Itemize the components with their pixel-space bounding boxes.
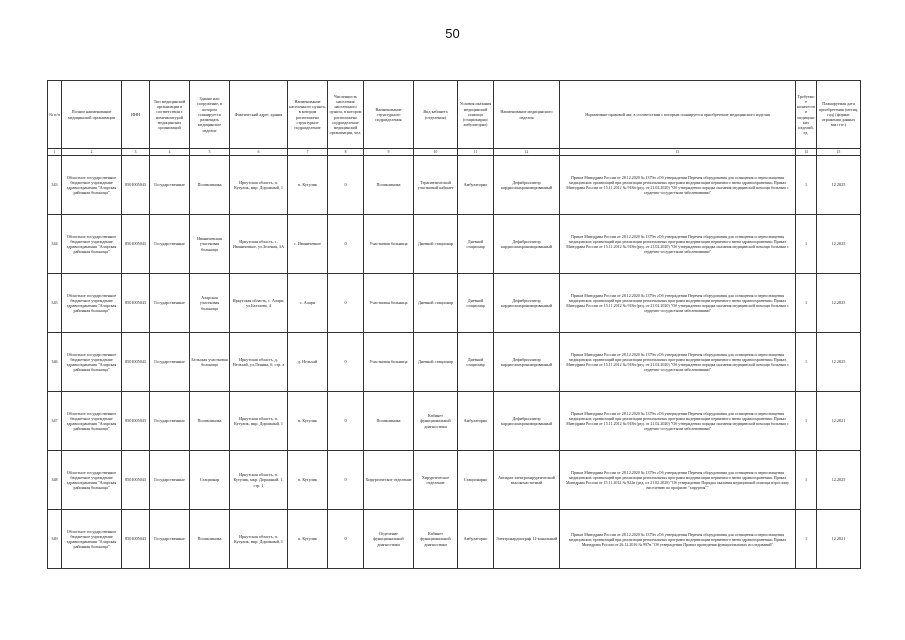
- cell-device: Дефибриллятор кардиосинхронизированный: [494, 156, 560, 215]
- cell-population: 0: [328, 274, 364, 333]
- table-row: [48, 156, 861, 215]
- cell-cabinet: Дневной стационар: [414, 274, 458, 333]
- col-header-org-type: Тип медицинской организации в соответствии с номенклатурой медицинских организаций: [150, 81, 190, 149]
- table-row: [48, 215, 861, 274]
- table-row: [48, 333, 861, 392]
- header-row: [48, 81, 861, 149]
- cell-address: Иркутская область, п. Кутулик, мкр. Дорожный, 1: [230, 392, 288, 451]
- cell-device: Аппарат электрохирургический высокочастотный: [494, 451, 560, 510]
- cell-cabinet: Хирургическое отделение: [414, 451, 458, 510]
- cell-date: 12.2025: [817, 156, 861, 215]
- cell-building: Иваничевская участковая больница: [190, 215, 230, 274]
- cell-conditions: Амбулаторно: [458, 510, 494, 569]
- col-header-building: Здание или сооружение, в котором планируется размещать медицинское изделие: [190, 81, 230, 149]
- col-header-address: Фактический адрес здания: [230, 81, 288, 149]
- cell-locality: п. Кутулик: [288, 156, 328, 215]
- cell-legal-act: Приказ Минздрава России от 28.12.2020 № 1379н «Об утверждении Перечня оборудования для оснащения и переоснащения медицинских организаций при реализации региональных программ модернизации первичного звена здравоохранения» Приказ Минздрава России от 15.11.2012 № 918н (ред. от 21.02.2020) "Об утверждении порядка оказания медицинской помощи больным с сердечно-сосудистыми заболеваниями": [560, 156, 796, 215]
- cell-population: 0: [328, 451, 364, 510]
- cell-organization: Областное государственное бюджетное учреждение здравоохранения "Аларская районная больница": [62, 215, 122, 274]
- cell-inn: 8501005043: [122, 510, 150, 569]
- cell-building: Поликлиника: [190, 156, 230, 215]
- cell-building: Аларская участковая больница: [190, 274, 230, 333]
- cell-cabinet: Дневной стационар: [414, 333, 458, 392]
- col-header-number: № п/п: [48, 81, 62, 149]
- table-row: [48, 510, 861, 569]
- cell-cabinet: Терапевтический участковый кабинет: [414, 156, 458, 215]
- col-header-inn: ИНН: [122, 81, 150, 149]
- cell-quantity: 1: [796, 215, 817, 274]
- table-row: [48, 451, 861, 510]
- cell-locality: с. Алари: [288, 274, 328, 333]
- cell-subdivision: Хирургическое отделение: [364, 451, 414, 510]
- cell-date: 12.2025: [817, 274, 861, 333]
- cell-quantity: 1: [796, 333, 817, 392]
- cell-number: 346: [48, 333, 62, 392]
- cell-legal-act: Приказ Минздрава России от 28.12.2020 № 1379н «Об утверждении Перечня оборудования для оснащения и переоснащения медицинских организаций при реализации региональных программ модернизации первичного звена здравоохранения» Приказ Минздрава России от 15.11.2012 № 918н (ред. от 21.02.2020) "Об утверждении порядка оказания медицинской помощи больным с сердечно-сосудистыми заболеваниями": [560, 333, 796, 392]
- col-number: 7: [288, 149, 328, 156]
- cell-device: Дефибриллятор кардиосинхронизированный: [494, 215, 560, 274]
- equipment-register-table: [47, 80, 861, 569]
- cell-inn: 8501005043: [122, 451, 150, 510]
- cell-conditions: Дневной стационар: [458, 333, 494, 392]
- cell-population: 0: [328, 215, 364, 274]
- cell-subdivision: Поликлиника: [364, 156, 414, 215]
- cell-address: Иркутская область, с. Иваничевкое, ул.Зеленая, 3А: [230, 215, 288, 274]
- cell-organization: Областное государственное бюджетное учреждение здравоохранения "Аларская районная больница": [62, 451, 122, 510]
- cell-locality: п. Кутулик: [288, 510, 328, 569]
- cell-conditions: Амбулаторно: [458, 156, 494, 215]
- cell-org-type: Государственные: [150, 156, 190, 215]
- cell-quantity: 1: [796, 156, 817, 215]
- col-number: 6: [230, 149, 288, 156]
- cell-quantity: 1: [796, 392, 817, 451]
- cell-org-type: Государственные: [150, 510, 190, 569]
- cell-address: Иркутская область, с. Алари, ул.Бахтаева, 4: [230, 274, 288, 333]
- cell-number: 348: [48, 451, 62, 510]
- cell-locality: п. Кутулик: [288, 392, 328, 451]
- col-header-population: Численность населения населенного пункта, в котором расположено подразделение медицинской организации, чел.: [328, 81, 364, 149]
- cell-org-type: Государственные: [150, 392, 190, 451]
- col-header-cabinet: Вид кабинета (отделения): [414, 81, 458, 149]
- page-number: 50: [445, 26, 460, 41]
- col-number: 2: [62, 149, 122, 156]
- cell-quantity: 1: [796, 451, 817, 510]
- cell-population: 0: [328, 510, 364, 569]
- cell-inn: 8501005043: [122, 274, 150, 333]
- cell-inn: 8501005043: [122, 392, 150, 451]
- cell-building: Бельская участковая больница: [190, 333, 230, 392]
- cell-quantity: 1: [796, 274, 817, 333]
- cell-date: 12.2025: [817, 451, 861, 510]
- cell-building: Поликлиника: [190, 392, 230, 451]
- cell-legal-act: Приказ Минздрава России от 28.12.2020 № 1379н «Об утверждении Перечня оборудования для оснащения и переоснащения медицинских организаций при реализации региональных программ модернизации первичного звена здравоохранения» Приказ Минздрава России от 15.11.2012 № 918н (ред. от 21.02.2020) "Об утверждении порядка оказания медицинской помощи больным с сердечно-сосудистыми заболеваниями": [560, 274, 796, 333]
- cell-legal-act: Приказ Минздрава России от 28.12.2020 № 1379н «Об утверждении Перечня оборудования для оснащения и переоснащения медицинских организаций при реализации региональных программ модернизации первичного звена здравоохранения» Приказ Минздрава России от 15.11.2012 № 918н (ред. от 21.02.2020) "Об утверждении порядка оказания медицинской помощи больным с сердечно-сосудистыми заболеваниями": [560, 215, 796, 274]
- cell-subdivision: Участковая больница: [364, 274, 414, 333]
- cell-address: Иркутская область, п. Кутулик, мкр. Дорожный, 1: [230, 156, 288, 215]
- col-header-device: Наименование медицинского изделия: [494, 81, 560, 149]
- cell-date: 12.2025: [817, 215, 861, 274]
- col-number: 11: [458, 149, 494, 156]
- column-number-row: [48, 149, 861, 156]
- col-number: 5: [190, 149, 230, 156]
- cell-building: Стационар: [190, 451, 230, 510]
- col-header-quantity: Требуемое количество медицинских изделий, ед.: [796, 81, 817, 149]
- cell-address: Иркутская область, п. Кутулик, мкр. Дорожный, 1: [230, 510, 288, 569]
- col-header-locality: Наименование населенного пункта, в котором расположено структурное подразделение: [288, 81, 328, 149]
- cell-organization: Областное государственное бюджетное учреждение здравоохранения "Аларская районная больница": [62, 510, 122, 569]
- cell-number: 349: [48, 510, 62, 569]
- cell-population: 0: [328, 156, 364, 215]
- cell-device: Дефибриллятор кардиосинхронизированный: [494, 333, 560, 392]
- cell-org-type: Государственные: [150, 215, 190, 274]
- cell-org-type: Государственные: [150, 333, 190, 392]
- cell-cabinet: Кабинет функциональной диагностики: [414, 392, 458, 451]
- cell-inn: 8501005043: [122, 156, 150, 215]
- cell-population: 0: [328, 333, 364, 392]
- cell-subdivision: Поликлиника: [364, 392, 414, 451]
- col-number: 14: [796, 149, 817, 156]
- cell-legal-act: Приказ Минздрава России от 28.12.2020 № 1379н «Об утверждении Перечня оборудования для оснащения и переоснащения медицинских организаций при реализации региональных программ модернизации первичного звена здравоохранения» Приказ Минздрава России от 15.11.2012 № 922н (ред. от 21.02.2020) "Об утверждении Порядка оказания медицинской помощи взрослому населению по профилю "хирургия"": [560, 451, 796, 510]
- cell-conditions: Стационарно: [458, 451, 494, 510]
- cell-conditions: Дневной стационар: [458, 215, 494, 274]
- cell-organization: Областное государственное бюджетное учреждение здравоохранения "Аларская районная больница": [62, 156, 122, 215]
- cell-date: 12.2021: [817, 392, 861, 451]
- col-number: 3: [122, 149, 150, 156]
- col-number: 12: [494, 149, 560, 156]
- table-row: [48, 392, 861, 451]
- cell-number: 343: [48, 156, 62, 215]
- cell-legal-act: Приказ Минздрава России от 28.12.2020 № 1379н «Об утверждении Перечня оборудования для оснащения и переоснащения медицинских организаций при реализации региональных программ модернизации первичного звена здравоохранения» Приказ Минздрава России от 26.12.2016 № 997н "Об утверждении Правил проведения функциональных исследований": [560, 510, 796, 569]
- cell-conditions: Амбулаторно: [458, 392, 494, 451]
- cell-legal-act: Приказ Минздрава России от 28.12.2020 № 1379н «Об утверждении Перечня оборудования для оснащения и переоснащения медицинских организаций при реализации региональных программ модернизации первичного звена здравоохранения» Приказ Минздрава России от 15.11.2012 № 918н (ред. от 21.02.2020) "Об утверждении порядка оказания медицинской помощи больным с сердечно-сосудистыми заболеваниями": [560, 392, 796, 451]
- cell-locality: п. Кутулик: [288, 451, 328, 510]
- cell-locality: с. Иваничевкое: [288, 215, 328, 274]
- cell-cabinet: Кабинет функциональной диагностики: [414, 510, 458, 569]
- col-number: 1: [48, 149, 62, 156]
- cell-date: 12.2021: [817, 510, 861, 569]
- cell-building: Поликлиника: [190, 510, 230, 569]
- cell-subdivision: Участковая больница: [364, 215, 414, 274]
- col-header-date: Планируемая дата приобретения (месяц, год) (формат отражения данных мм.гггг.): [817, 81, 861, 149]
- cell-address: Иркутская область, д. Нельхай, ул.Ленина, 6, стр. а: [230, 333, 288, 392]
- cell-organization: Областное государственное бюджетное учреждение здравоохранения "Аларская районная больница": [62, 274, 122, 333]
- col-number: 9: [364, 149, 414, 156]
- cell-organization: Областное государственное бюджетное учреждение здравоохранения "Аларская районная больница": [62, 392, 122, 451]
- cell-inn: 8501005043: [122, 215, 150, 274]
- cell-conditions: Дневной стационар: [458, 274, 494, 333]
- cell-org-type: Государственные: [150, 274, 190, 333]
- col-header-conditions: Условия оказания медицинской помощи (стационарно/амбулаторно): [458, 81, 494, 149]
- cell-cabinet: Дневной стационар: [414, 215, 458, 274]
- col-number: 8: [328, 149, 364, 156]
- cell-locality: д. Нельхай: [288, 333, 328, 392]
- col-header-subdivision: Наименование структурного подразделения: [364, 81, 414, 149]
- cell-number: 345: [48, 274, 62, 333]
- cell-subdivision: Отделение функциональной диагностики: [364, 510, 414, 569]
- cell-device: Дефибриллятор кардиосинхронизированный: [494, 392, 560, 451]
- cell-device: Электрокардиограф 12-канальный: [494, 510, 560, 569]
- cell-number: 347: [48, 392, 62, 451]
- cell-population: 0: [328, 392, 364, 451]
- cell-organization: Областное государственное бюджетное учреждение здравоохранения "Аларская районная больница": [62, 333, 122, 392]
- cell-inn: 8501005043: [122, 333, 150, 392]
- col-number: 15: [817, 149, 861, 156]
- col-number: 4: [150, 149, 190, 156]
- col-number: 10: [414, 149, 458, 156]
- table-row: [48, 274, 861, 333]
- cell-org-type: Государственные: [150, 451, 190, 510]
- cell-subdivision: Участковая больница: [364, 333, 414, 392]
- cell-quantity: 1: [796, 510, 817, 569]
- col-header-organization: Полное наименование медицинской организации: [62, 81, 122, 149]
- col-header-legal-act: Нормативно-правовой акт, в соответствии с которым планируется приобретение медицинского изделия: [560, 81, 796, 149]
- cell-number: 344: [48, 215, 62, 274]
- col-number: 13: [560, 149, 796, 156]
- cell-address: Иркутская область, п. Кутулик, мкр. Дорожный, 1, стр. 1: [230, 451, 288, 510]
- cell-date: 12.2025: [817, 333, 861, 392]
- cell-device: Дефибриллятор кардиосинхронизированный: [494, 274, 560, 333]
